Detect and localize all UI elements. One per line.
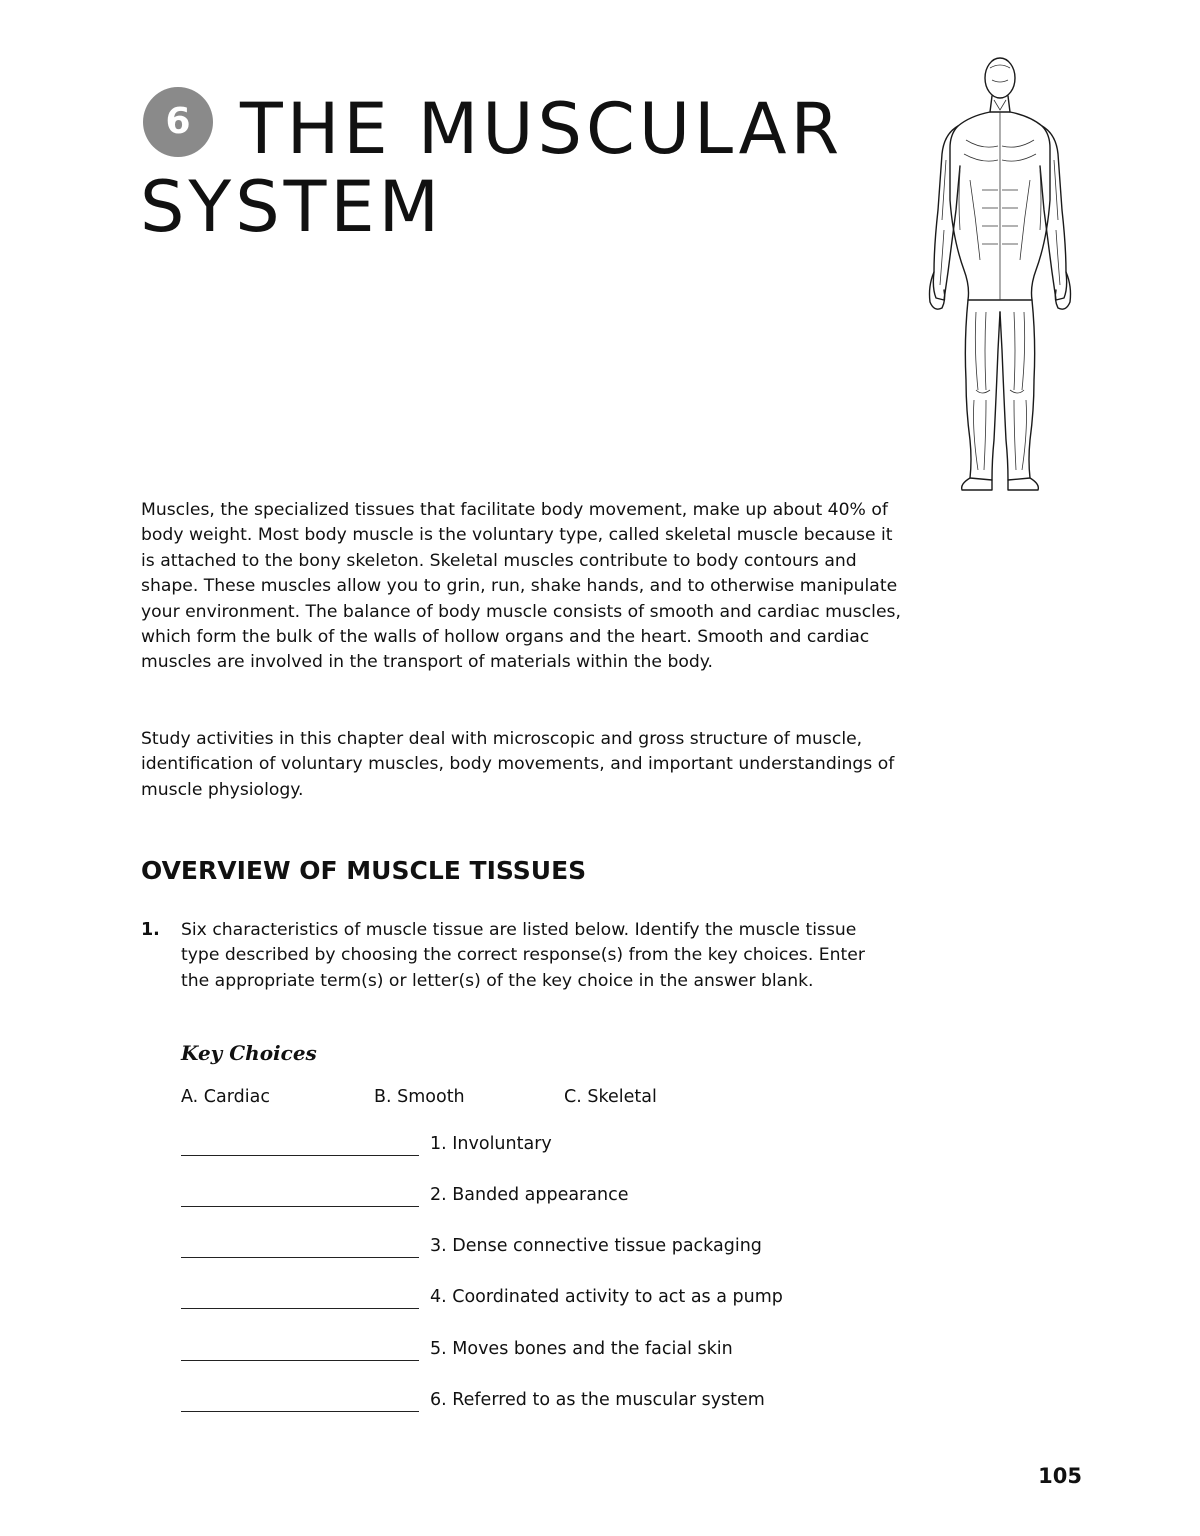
- answer-row-1: [181, 1134, 881, 1160]
- answer-blank-3[interactable]: [181, 1257, 419, 1258]
- question-number: 1.: [141, 920, 160, 940]
- answer-blank-5[interactable]: [181, 1360, 419, 1361]
- key-choice-c: C. Skeletal: [564, 1087, 657, 1107]
- answer-blank-6[interactable]: [181, 1411, 419, 1412]
- answer-row-6: [181, 1390, 881, 1416]
- answer-row-2: [181, 1185, 881, 1211]
- intro-paragraph-1: Muscles, the specialized tissues that facilitate body movement, make up about 40% of body weight. Most body muscle is the voluntary type, called skeletal muscle because it is attached to the bony skeleton. Skeletal muscles contribute to body contours and shape. These muscles allow you to grin, run, shake hands, and to otherwise manipulate your environment. The balance of body muscle consists of smooth and cardiac muscles, which form the bulk of the walls of hollow organs and the heart. Smooth and cardiac muscles are involved in the transport of materials within the body.: [141, 500, 901, 673]
- key-choice-a: A. Cardiac: [181, 1087, 270, 1107]
- answer-row-4: [181, 1287, 881, 1313]
- answer-blank-1[interactable]: [181, 1155, 419, 1156]
- key-choice-b: B. Smooth: [374, 1087, 465, 1107]
- answer-item-4: 4. Coordinated activity to act as a pump: [430, 1287, 783, 1307]
- chapter-number-badge: 6: [143, 87, 213, 157]
- key-choices-title: Key Choices: [181, 1041, 317, 1065]
- intro-paragraph-2: Study activities in this chapter deal with microscopic and gross structure of muscle, identification of voluntary muscles, body movements, and important understandings of muscle physiology.: [141, 729, 895, 800]
- answer-blank-4[interactable]: [181, 1308, 419, 1309]
- section-heading: OVERVIEW OF MUSCLE TISSUES: [141, 856, 587, 885]
- answer-item-1: 1. Involuntary: [430, 1134, 552, 1154]
- chapter-title-line-1: THE MUSCULAR: [240, 88, 844, 170]
- answer-item-5: 5. Moves bones and the facial skin: [430, 1339, 733, 1359]
- answer-blank-2[interactable]: [181, 1206, 419, 1207]
- question-text: Six characteristics of muscle tissue are listed below. Identify the muscle tissue type described by choosing the correct response(s) from the key choices. Enter the appropriate term(s) or letter(s) of the key choice in the answer blank.: [181, 920, 865, 991]
- answer-item-6: 6. Referred to as the muscular system: [430, 1390, 765, 1410]
- chapter-title-line-2: SYSTEM: [140, 166, 444, 248]
- answer-item-2: 2. Banded appearance: [430, 1185, 629, 1205]
- page-number: 105: [1038, 1464, 1082, 1488]
- answer-row-5: [181, 1339, 881, 1365]
- answer-item-3: 3. Dense connective tissue packaging: [430, 1236, 762, 1256]
- answer-row-3: [181, 1236, 881, 1262]
- muscular-figure-illustration: [920, 50, 1080, 500]
